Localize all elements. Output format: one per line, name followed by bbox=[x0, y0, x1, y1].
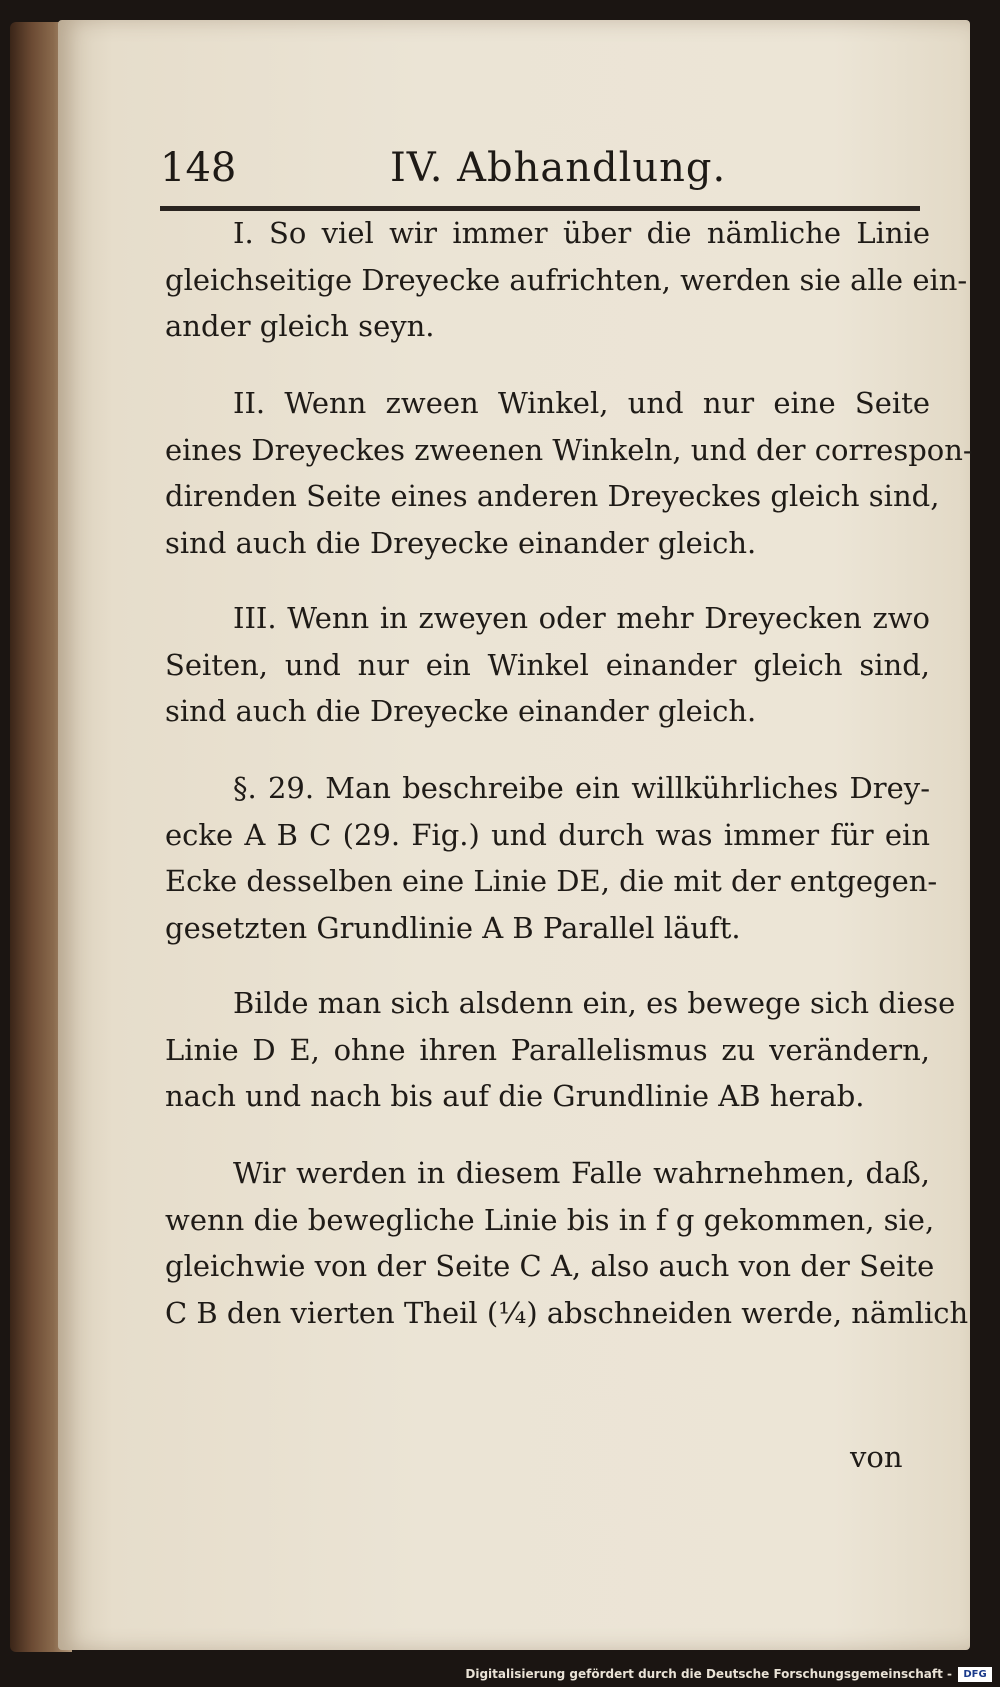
text-line: gesetzten Grundlinie A B Parallel läuft. bbox=[165, 910, 741, 945]
catchword: von bbox=[850, 1440, 903, 1474]
paragraph-6 bbox=[165, 1150, 969, 1336]
text-line: Wir werden in diesem Falle wahrnehmen, daß, bbox=[233, 1156, 930, 1190]
page-number: 148 bbox=[160, 145, 237, 191]
paragraph-1 bbox=[165, 210, 968, 350]
chapter-title: IV. Abhandlung. bbox=[390, 145, 727, 191]
text-line: II. Wenn zween Winkel, und nur eine Seite bbox=[233, 386, 930, 420]
running-head bbox=[160, 145, 920, 205]
text-line: direnden Seite eines anderen Dreyeckes gleich sind, bbox=[165, 479, 940, 513]
text-line: §. 29. Man beschreibe ein willkührliches Drey- bbox=[233, 771, 930, 805]
paragraph-2 bbox=[165, 380, 973, 566]
dfg-logo: DFG bbox=[958, 1667, 992, 1682]
text-line: sind auch die Dreyecke einander gleich. bbox=[165, 525, 757, 560]
text-line: Ecke desselben eine Linie DE, die mit der entgegen- bbox=[165, 864, 938, 898]
text-line: nach und nach bis auf die Grundlinie AB herab. bbox=[165, 1079, 865, 1113]
text-line: ander gleich seyn. bbox=[165, 309, 435, 343]
paragraph-5 bbox=[165, 980, 956, 1120]
footer-bar bbox=[0, 1664, 1000, 1687]
text-line: gleichwie von der Seite C A, also auch von der Seite bbox=[165, 1249, 935, 1283]
text-line: eines Dreyeckes zweenen Winkeln, und der correspon- bbox=[165, 432, 973, 467]
text-line: Seiten, und nur ein Winkel einander gleich sind, bbox=[165, 647, 930, 682]
paragraph-4 bbox=[165, 765, 938, 951]
text-line: III. Wenn in zweyen oder mehr Dreyecken zwo bbox=[233, 601, 930, 635]
footer-credit: Digitalisierung gefördert durch die Deutsche Forschungsgemeinschaft - bbox=[465, 1667, 952, 1681]
text-line: Bilde man sich alsdenn ein, es bewege sich diese bbox=[233, 986, 956, 1020]
text-line: C B den vierten Theil (¼) abschneiden werde, nämlich bbox=[165, 1295, 969, 1330]
text-line: ecke A B C (29. Fig.) und durch was immer für ein bbox=[165, 817, 930, 852]
text-line: wenn die bewegliche Linie bis in f g gekommen, sie, bbox=[165, 1202, 935, 1237]
paragraph-3 bbox=[165, 595, 930, 735]
text-line: I. So viel wir immer über die nämliche Linie bbox=[233, 216, 930, 250]
text-line: Linie D E, ohne ihren Parallelismus zu verändern, bbox=[165, 1032, 930, 1067]
text-line: sind auch die Dreyecke einander gleich. bbox=[165, 694, 757, 728]
text-line: gleichseitige Dreyecke aufrichten, werden sie alle ein- bbox=[165, 262, 968, 297]
